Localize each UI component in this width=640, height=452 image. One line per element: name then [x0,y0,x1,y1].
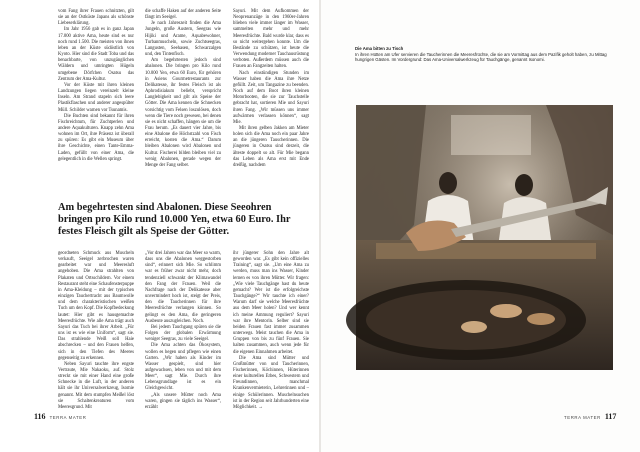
paragraph: „Als unsere Mütter noch Ama waren, gingen sie täglich ins Wasser“, erzählt [145,392,221,410]
left-column-2-bottom [145,251,221,410]
paragraph: geordneten Schmuck aus Muscheln verkauft, Seeigel zerbrochen waren gearbeitet war und Meeresluft angehoben. Die Ama strahlten von Plakaten und Ortsschildern. Vor einem Restaurant steht eine Schaufensterpuppe in Ama-Kleidung – mit der typischen einzigen Tauchertracht aus Baumwolle und dem charakteristischen weißen Tuch um den Kopf. Die Kopfbedeckung lautet: Hier gibt es hausgemachte Meeresfrüchte. Wie alle Ama trägt auch Sayuri das Tuch bei ihrer Arbeit. „Für uns ist es wie eine Uniform“, sagt sie. Das strahlende Weiß soll Haie abschrecken – und den Frauen helfen, sich in den Tiefen des Meeres gegenseitig zu erkennen. [58,251,134,361]
paragraph: Die Buchten sind bekannt für ihren Fischreichtum, für Zuchtperlen und andere Aquakulturen. Knapp zehn Ama wohnen im Ort, ihre Präsenz ist überall zu spüren: Es gibt ein Museum über ihre Geschichte, einen Tante-Emma-Laden, gefüllt von einer Ama, die gelegentlich in die Wellen springt. [58,113,134,162]
pull-quote: Am begehrtesten sind Abalonen. Diese Seeohren bringen pro Kilo rund 10.000 Yen, etwa 60 Euro. Ihr festes Fleisch gilt als Speise der Götter. [58,202,291,238]
paragraph: Mit ihren gelben Jakken am Mieter holen sich die Ama noch ein paar Jahre an die jüngeren Tauscherinnen. Die jüngeren in Osatsu sind derzeit, die älteste doppelt so alt. Für Mie begann das Leben als Ama erst mit Ende dreißig, nachdem [233,125,309,168]
paragraph: vom Fang ihrer Frauen schnitzten, gilt sie an der Ostküste Japans als schönste Liebeserklärung. [58,9,134,27]
paragraph: ihr jüngerer Sohn den Jahre alt geworden war. „Es gibt kein offizielles Training“, sagt sie. „Um eine Ama zu werden, muss man ins Wasser, Kinder lernen es von ihren Mütter. Wir fragen: „Wie viele Tauchgänge hast du heute gemacht? Wer ist die erfolgreichste Tauchgänge?“ Wir tauchte ich einer? Warum darf sie welche Meeresfrüchte aus dem Meer holen? Und wer kennt ich meine Ammung reguliert? Sayuri war ihre Mentorin. Selber sind sie beiden Frauen fast immer zusammen unterwegs. Meist tauchen die Ama in Gruppen von bis zu fünf Frauen. Sie halten zusammen, auch wenn jede für die eigenen Einnahmen arbeitet. [233,251,309,355]
left-column-1-top [58,9,134,187]
paragraph: Die Ama achten das Ökosystem, wollen es hegen und pflegen wie einen Garten. „Wir haben als Kinder im Wasser gespielt, sind hier aufgewachsen, leben von und mit dem Meer“, sagt Mie. Durch ihre Lebensgrundlage ist es ein Gleichgewicht. [145,343,221,392]
paragraph: Nach einstündigen Stunden im Wasser haben die Ama ihre Netze gefüllt. Zeit, um Tangazine zu beenden. Noch auf dem Boot ihren kleinen Motorbooten, die sie zur Tauchstelle gebracht hat, sortieren Mie und Sayuri ihren Fang. „Wir müssen uns immer aufwärmen verlassen können“, sagt Mie. [233,70,309,125]
paragraph: „Vor drei Jahren war das Meer so warm, dass uns die Abalonen weggestorben sind“, erinnert sich Mie. So schlimm war es früher zwar nicht mehr, doch tendenziell schwankt der Klimawandel den Fang der Frauen. Weil die Nachfrage nach der Delikatesse aber unvermindert hoch ist, steigt der Preis, den die Taucherinnen für ihre Meeresfrüchte verlangen können. So gelingt es den Ama, die geringeren Ausbeute auszugleichen. Noch. [145,251,221,324]
paragraph: Im Jahr 1956 gab es in ganz Japan 17.000 aktive Ama, heute sind es nur noch rund 1.500. Die meisten von ihnen leben an der Küste südöstlich von Kyoto. Hier sind die Stadt Toba und das benachbarte, von unzugänglichen Wäldern und umringten Hügeln umgebene Dörfchen Osatsu das Zentrum der Ama-Kultur. [58,27,134,82]
paragraph: Die Ama sind Mütter und Großmütter von und Taucherinnen, Fischerinnen, Köchinnen, Hüterinnen einer kulturellen Erbes, Schwestern und Freundinnen, manchmal Krankenvermieterin, Lehrerinnen und – einige Schülerinnen. Muschelnsuchen ist in der Region seit Jahrhunderten eine Möglichkeit. → [233,355,309,410]
paragraph: Bei jedem Tauchgang spüren sie die Folgen der globalen Erwärmung weniger Seegras, zu viele Seeigel. [145,324,221,343]
photo-ama-hut [356,105,613,370]
left-page [0,0,319,452]
paragraph: Vor der Küste mit ihren kleinen Landzungen liegen vereinzelt kleine Inseln. Am Strand stapeln sich leere Plastikflaschen und anderer angespülter Müll. Schilder warnen vor Tsunamis. [58,82,134,113]
left-column-1-bottom [58,251,134,410]
paragraph: die schaffe Haken auf der anderen Seite fängt im Seeigel. [145,9,221,21]
left-column-2-top [145,9,221,187]
left-column-3-bottom [233,251,309,410]
paragraph: Sayuri. Mit dem Aufkommen der Neoprenanzüge in den 1960er-Jahren blieben viele immer länger im Wasser, sammelten mehr und mehr Meeresfrüchte. Bald wurde klar, dass es so nicht weitergehen konnte. Um die Bestände zu schützen, ist heute die Verwendung moderner Tauchausrüstung verboten. Außerdem müssen auch die Frauen an Fangzeiten halten. [233,9,309,70]
magazine-name: TERRA MATER [49,415,87,420]
photo-caption [355,46,610,63]
magazine-name: TERRA MATER [564,415,601,420]
caption-title: Die Ama bitten zu Tisch [355,46,404,51]
page-footer-right [564,412,616,421]
page-number: 116 [34,412,46,421]
left-column-3-top [233,9,309,187]
paragraph: Je nach Jahreszeit finden die Ama Jungeln, große Austern, Seegras wie Hijiki und Arame, Aquabewohner, Turbanmuscheln, sowie Zuchtseegras, Langusten, Seehasen, Schwarzalgen und, den Tintenfisch. [145,21,221,58]
page-footer-left [34,412,86,421]
paragraph: Am begehrtesten jedoch sind abalonen. Die bringen pro Kilo rund 10.000 Yen, etwa 60 Euro, für gehören in Asiens Gourmetrestaurants zur Delikatesse, ihr festes Fleisch ist als Aphrodisiakum beliebt, verspricht Langlebigkeit und gilt als Speise der Götter. Die Ama kennen die Schnecken vorsichtig vom Felsen loszulösen, doch wenn die Tiere noch gewesen, bei denen sie es nicht schaffen, hängen sie um die Frau herum. „Es dauert vier Jahre, bis eine Abalone die Höchstzahl von Fisch erreicht, kosten die Ama.“ Darum bleiben Abalonen wird Abalonen und Kultur. Fischerei bilden bleiben viel zu wenig Abalonen, gerade wegen der Menge der Fang selber. [145,58,221,168]
page-number: 117 [604,412,617,421]
paragraph: Neben Sayuri tauchte ihre engste Vertraute, Mie Nakaoku, auf. Stolz streckt sie mit einer Hand eine große Schnecke in die Luft, in der anderen hält sie ihr Universalwerkzeug, Isomie genannt. Mit dem stumpfen Meißel löst sie Schaltenkreaturen vom Meeresgrund. Mit [58,361,134,410]
caption-text: In ihren Hütten am Ufer servieren die Taucherinnen die Meeresfrüchte, die sie am Vormittag aus dem Pazifik geholt haben, zu Mittag hungrigen Gästen. Im Vordergrund: Das Ama-Universalwerkzeug für Tauchgänge, genannt Isonomi. [355,51,607,62]
